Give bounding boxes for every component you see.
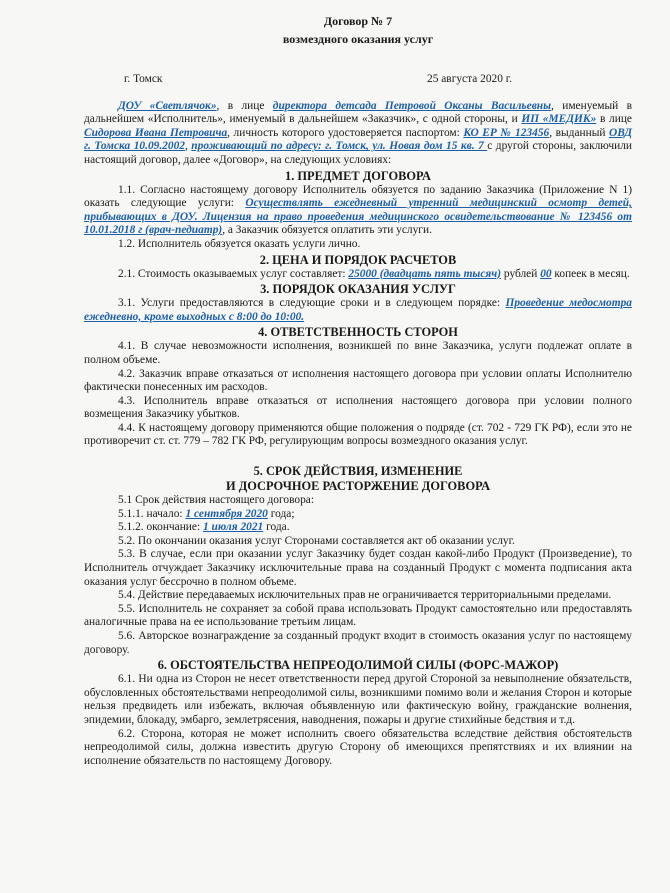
clause-5-1-2 — [84, 521, 632, 535]
document-title: Договор № 7 — [323, 14, 393, 28]
text: , — [184, 140, 192, 153]
clause-5-1: 5.1 Срок действия настоящего договора: — [118, 494, 314, 507]
passport-field[interactable]: КО ЕР № 123456 — [463, 126, 550, 139]
kopeck-field[interactable]: 00 — [540, 267, 552, 280]
clause-4-4: 4.4. К настоящему договору применяются общие положения о подряде (ст. 702 - 729 ГК РФ), если это не противоречит ст. ст. 779 – 782 ГК РФ, регулирующим вопросы возмездного оказания услуг. — [84, 421, 632, 448]
city: г. Томск — [124, 73, 163, 85]
clause-5-4: 5.4. Действие передаваемых исключительных прав не ограничивается территориальными пределами. — [118, 589, 612, 602]
price-field[interactable]: 25000 (двадцать пять тысяч) — [348, 267, 502, 280]
text: 3.1. Услуги предоставляются в следующие сроки и в следующем порядке: — [118, 297, 506, 310]
parties-paragraph — [84, 100, 632, 168]
text: года; — [267, 507, 295, 520]
text: 2.1. Стоимость оказываемых услуг составляет: — [118, 267, 349, 280]
section-heading-3: 3. ПОРЯДОК ОКАЗАНИЯ УСЛУГ — [260, 282, 456, 297]
services-field[interactable]: Осуществлять ежедневный утренний медицинский осмотр детей, прибывающих в ДОУ. Лицензия на право проведения медицинского освидетельствование № 123456 от 10.01.2018 г (врач-педиатр) — [84, 197, 632, 237]
text: копеек в месяц. — [551, 267, 630, 280]
text: с другой стороны, заключили настоящий договор, далее «Договор», на следующих условиях: — [84, 140, 632, 166]
contractor-field[interactable]: ИП «МЕДИК» — [521, 113, 597, 126]
text: 5.1.2. окончание: — [118, 521, 203, 534]
text: 1.1. Согласно настоящему договору Исполнитель обязуется по заданию Заказчика (Приложение N 1) оказать следующие услуги: — [84, 183, 632, 210]
clause-2-1 — [84, 268, 632, 282]
clause-4-2: 4.2. Заказчик вправе отказаться от исполнения настоящего договора при условии оплаты Исполнителю фактически понесенных им расходов. — [84, 367, 632, 394]
issued-by-field[interactable]: ОВД г. Томска 10.09.2002 — [84, 126, 632, 153]
spacer — [84, 449, 632, 463]
city-date-row — [84, 73, 632, 87]
text: , в лице — [216, 99, 273, 112]
section-heading-6: 6. ОБСТОЯТЕЛЬСТВА НЕПРЕОДОЛИМОЙ СИЛЫ (ФОРС-МАЖОР) — [157, 658, 559, 673]
clause-1-2: 1.2. Исполнитель обязуется оказать услуги лично. — [118, 237, 361, 250]
customer-field[interactable]: ДОУ «Светлячок» — [118, 99, 217, 112]
text: , выданный — [549, 126, 609, 139]
text: , личность которого удостоверяется паспортом: — [227, 126, 464, 139]
section-heading-4: 4. ОТВЕТСТВЕННОСТЬ СТОРОН — [258, 325, 458, 340]
text: года. — [263, 521, 290, 534]
text: , а Заказчик обязуется оплатить эти услуги. — [222, 224, 432, 237]
section-heading-5-line-2: И ДОСРОЧНОЕ РАСТОРЖЕНИЕ ДОГОВОРА — [225, 479, 491, 494]
clause-6-2: 6.2. Сторона, которая не может исполнить своего обязательства вследствие действия обстоятельств непреодолимой силы, должна известить другую Сторону об имеющихся препятствиях и их влиянии на исполнение обязательств по настоящему Договору. — [84, 727, 632, 767]
clause-6-1: 6.1. Ни одна из Сторон не несет ответственности перед другой Стороной за невыполнение обязательств, обусловленных обстоятельствами непреодолимой силы, возникшими помимо воли и желания Сторон и которые нельзя предвидеть или избежать, включая объявленную или фактическую войну, гражданские волнения, эпидемии, блокаду, эмбарго, землетрясения, наводнения, пожары и другие стихийные бедствия и т.д. — [84, 673, 632, 726]
text: в лице — [596, 113, 632, 126]
schedule-field[interactable]: Проведение медосмотра ежедневно, кроме выходных с 8:00 до 10:00. — [84, 297, 632, 323]
text: рублей — [501, 267, 541, 280]
section-heading-2: 2. ЦЕНА И ПОРЯДОК РАСЧЕТОВ — [259, 252, 457, 267]
contractor-rep-field[interactable]: Сидорова Ивана Петровича — [84, 126, 228, 139]
clause-5-6: 5.6. Авторское вознаграждение за созданный продукт входит в стоимость оказания услуг по настоящему договору. — [84, 630, 632, 656]
end-date-field[interactable]: 1 июля 2021 — [202, 521, 264, 534]
document-subtitle: возмездного оказания услуг — [282, 32, 434, 46]
clause-5-3: 5.3. В случае, если при оказании услуг Заказчику будет создан какой-либо Продукт (Произведение), то Исполнитель отчуждает Заказчику исключительные права на созданный Продукт с момента подписания акта оказания услуг бессрочно в полном объеме. — [84, 548, 632, 588]
clause-5-1-1 — [84, 508, 632, 522]
text: , именуемый в дальнейшем «Исполнитель», именуемый в дальнейшем «Заказчик», с одной стороны, и — [84, 99, 633, 126]
date: 25 августа 2020 г. — [427, 73, 512, 85]
clause-5-2: 5.2. По окончании оказания услуг Сторонами составляется акт об оказании услуг. — [118, 534, 515, 547]
clause-4-3: 4.3. Исполнитель вправе отказаться от исполнения настоящего договора при условии полного возмещения Заказчику убытков. — [84, 394, 632, 421]
clause-4-1: 4.1. В случае невозможности исполнения, возникшей по вине Заказчика, услуги подлежат оплате в полном объеме. — [84, 340, 632, 366]
text: 5.1.1. начало: — [118, 507, 186, 520]
section-heading-5-line-1: 5. СРОК ДЕЙСТВИЯ, ИЗМЕНЕНИЕ — [253, 464, 463, 479]
section-heading-1: 1. ПРЕДМЕТ ДОГОВОРА — [285, 168, 431, 183]
clause-3-1 — [84, 297, 632, 324]
customer-rep-field[interactable]: директора детсада Петровой Оксаны Васильевны — [272, 99, 552, 112]
clause-1-1 — [84, 184, 632, 238]
address-field[interactable]: проживающий по адресу: г. Томск, ул. Новая дом 15 кв. 7 — [191, 140, 488, 153]
clause-5-5: 5.5. Исполнитель не сохраняет за собой права использовать Продукт самостоятельно или предоставлять аналогичные права на ее использование третьим лицам. — [84, 602, 632, 629]
start-date-field[interactable]: 1 сентября 2020 — [185, 507, 268, 520]
